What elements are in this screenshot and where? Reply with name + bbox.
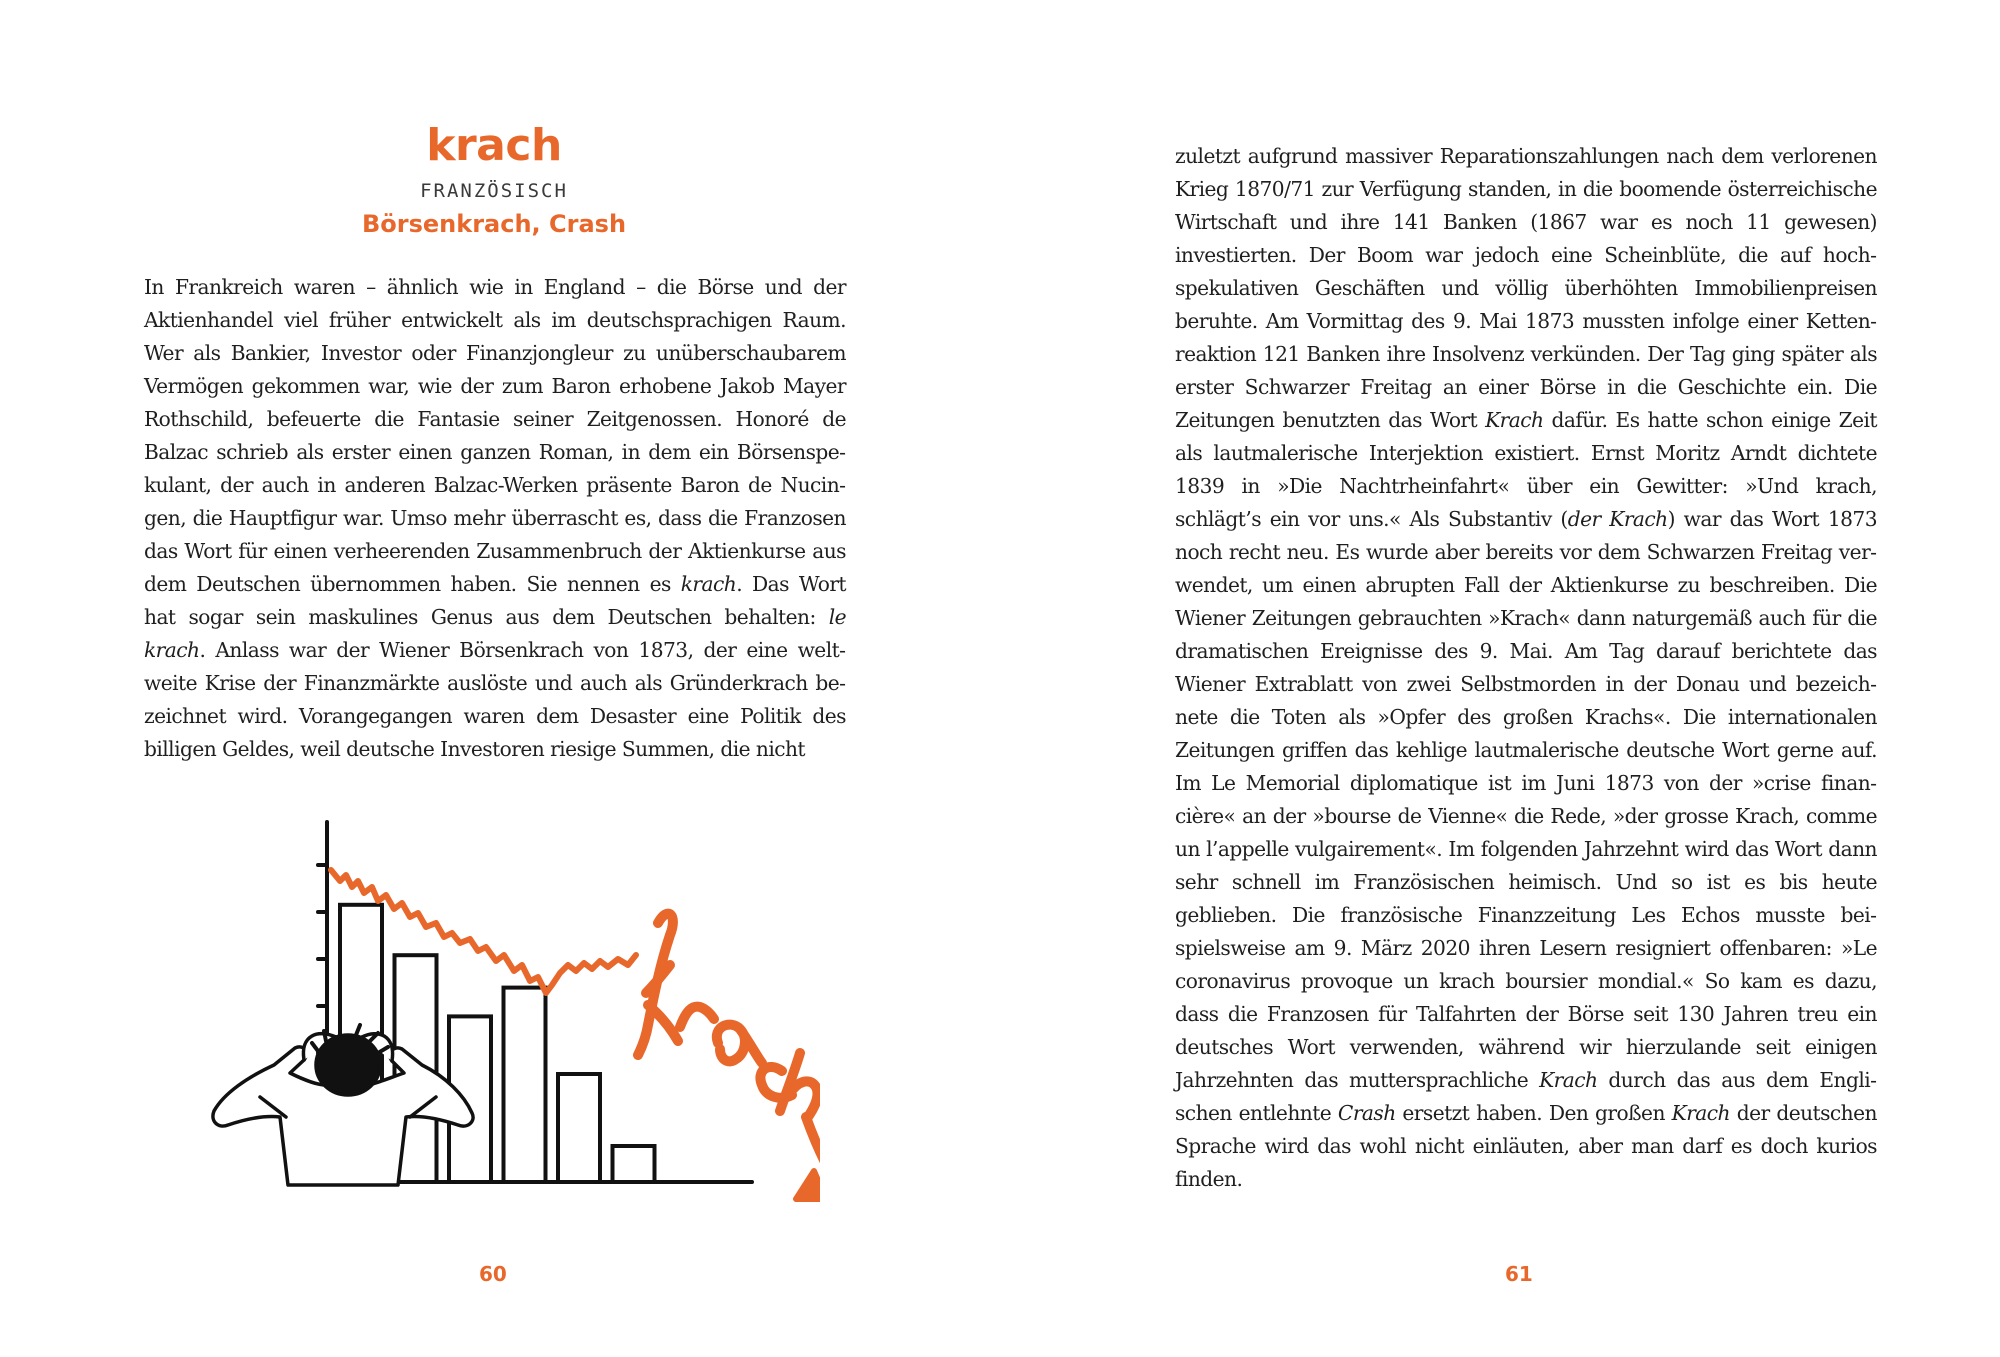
text-run-italic: le krach [144,605,846,662]
page-number: 60 [479,1262,507,1286]
chart-bar [613,1146,655,1182]
down-arrow-icon [796,1171,820,1199]
text-run: der deutschen Sprache wird das wohl nicht einläuten, aber man darf es doch kurios finden. [1175,1101,1877,1191]
text-run: durch das aus dem Englischen entlehnte [1175,1068,1877,1125]
text-run: . Anlass war der Wiener Börsenkrach von 1873, der eine weltweite Krise der Finanzmärkte auslöste und auch als Gründerkrach bezeichnet wird. Vorangegangen waren dem Desaster eine Politik des billigen Geldes, weil deutsche Investoren riesige Summen, die nicht [144,638,846,761]
text-run: . Das Wort hat sogar sein maskulines Genus aus dem Deutschen behalten: [144,572,846,629]
text-run: ersetzt haben. Den großen [1395,1101,1672,1125]
text-run-italic: Krach [1671,1101,1730,1125]
page-number: 61 [1505,1262,1533,1286]
meaning-label: Börsenkrach, Crash [361,210,627,238]
text-run-italic: Krach [1539,1068,1598,1092]
language-label: FRANZÖSISCH [420,180,568,202]
left-body-text [144,271,846,766]
entry-header [144,118,844,242]
right-body-text [1175,140,1877,1196]
right-page [1000,0,2000,1357]
text-run: In Frankreich waren – ähnlich wie in England – die Börse und der Aktienhandel viel früher entwickelt als im deutschsprachigen Raum. Wer als Bankier, Investor oder Finanzjongleur zu unüberschaubarem Vermögen gekommen war, wie der zum Baron erhobene Jakob Mayer Rothschild, befeuerte die Fantasie seiner Zeitgenossen. Honoré de Balzac schrieb als erster einen ganzen Roman, in dem ein Börsenspekulant, der auch in anderen Balzac-Werken präsente Baron de Nucingen, die Hauptfigur war. Umso mehr überrascht es, dass die Franzosen das Wort für einen verheerenden Zusammenbruch der Aktienkurse aus dem Deutschen übernommen haben. Sie nennen es [144,275,846,596]
headword: krach [426,120,562,171]
chart-bar [558,1074,600,1182]
text-run-italic: Krach [1485,408,1544,432]
krach-scribble [638,914,820,1179]
text-run: ) war das Wort 1873 noch recht neu. Es wurde aber bereits vor dem Schwarzen Freitag verwendet, um einen abrupten Fall der Aktienkurse zu beschreiben. Die Wiener Zeitungen gebrauchten »Krach« dann naturgemäß auch für die dramatischen Ereignisse des 9. Mai. Am Tag darauf berichtete das Wiener Extrablatt von zwei Selbstmorden in der Donau und bezeichnete die Toten als »Opfer des großen Krachs«. Die internationalen Zeitungen griffen das kehlige lautmalerische deutsche Wort gerne auf. Im Le Memorial diplomatique ist im Juni 1873 von der »crise financière« an der »bourse de Vienne« die Rede, »der grosse Krach, comme un l’appelle vulgairement«. Im folgenden Jahrzehnt wird das Wort dann sehr schnell im Französischen heimisch. Und so ist es bis heute geblieben. Die französische Finanzzeitung Les Echos musste beispielsweise am 9. März 2020 ihren Lesern resigniert offenbaren: »Le coronavirus provoque un krach boursier mondial.« So kam es dazu, dass die Franzosen für Talfahrten der Börse seit 130 Jahren treu ein deutsches Wort verwenden, während wir hierzulande seit einigen Jahrzehnten das muttersprachliche [1175,507,1877,1092]
text-run-italic: Crash [1337,1101,1396,1125]
text-run-italic: krach [680,572,737,596]
text-run: zuletzt aufgrund massiver Reparationszahlungen nach dem verlorenen Krieg 1870/71 zur Verfügung standen, in die boomende österreichische Wirtschaft und ihre 141 Banken (1867 war es noch 11 gewesen) investierten. Der Boom war jedoch eine Scheinblüte, die auf hochspekulativen Geschäften und völlig überhöhten Immobilienpreisen beruhte. Am Vormittag des 9. Mai 1873 mussten infolge einer Kettenreaktion 121 Banken ihre Insolvenz verkünden. Der Tag ging später als erster Schwarzer Freitag an einer Börse in die Geschichte ein. Die Zeitungen benutzten das Wort [1175,144,1877,432]
chart-bar [504,988,546,1182]
text-run: dafür. Es hatte schon einige Zeit als lautmalerische Interjektion existiert. Ernst Moritz Arndt dichtete 1839 in »Die Nachtrheinfahrt« über ein Gewitter: »Und krach, schlägt’s ein vor uns.« Als Substantiv ( [1175,408,1877,531]
crash-illustration [200,815,820,1235]
text-run-italic: der Krach [1567,507,1668,531]
